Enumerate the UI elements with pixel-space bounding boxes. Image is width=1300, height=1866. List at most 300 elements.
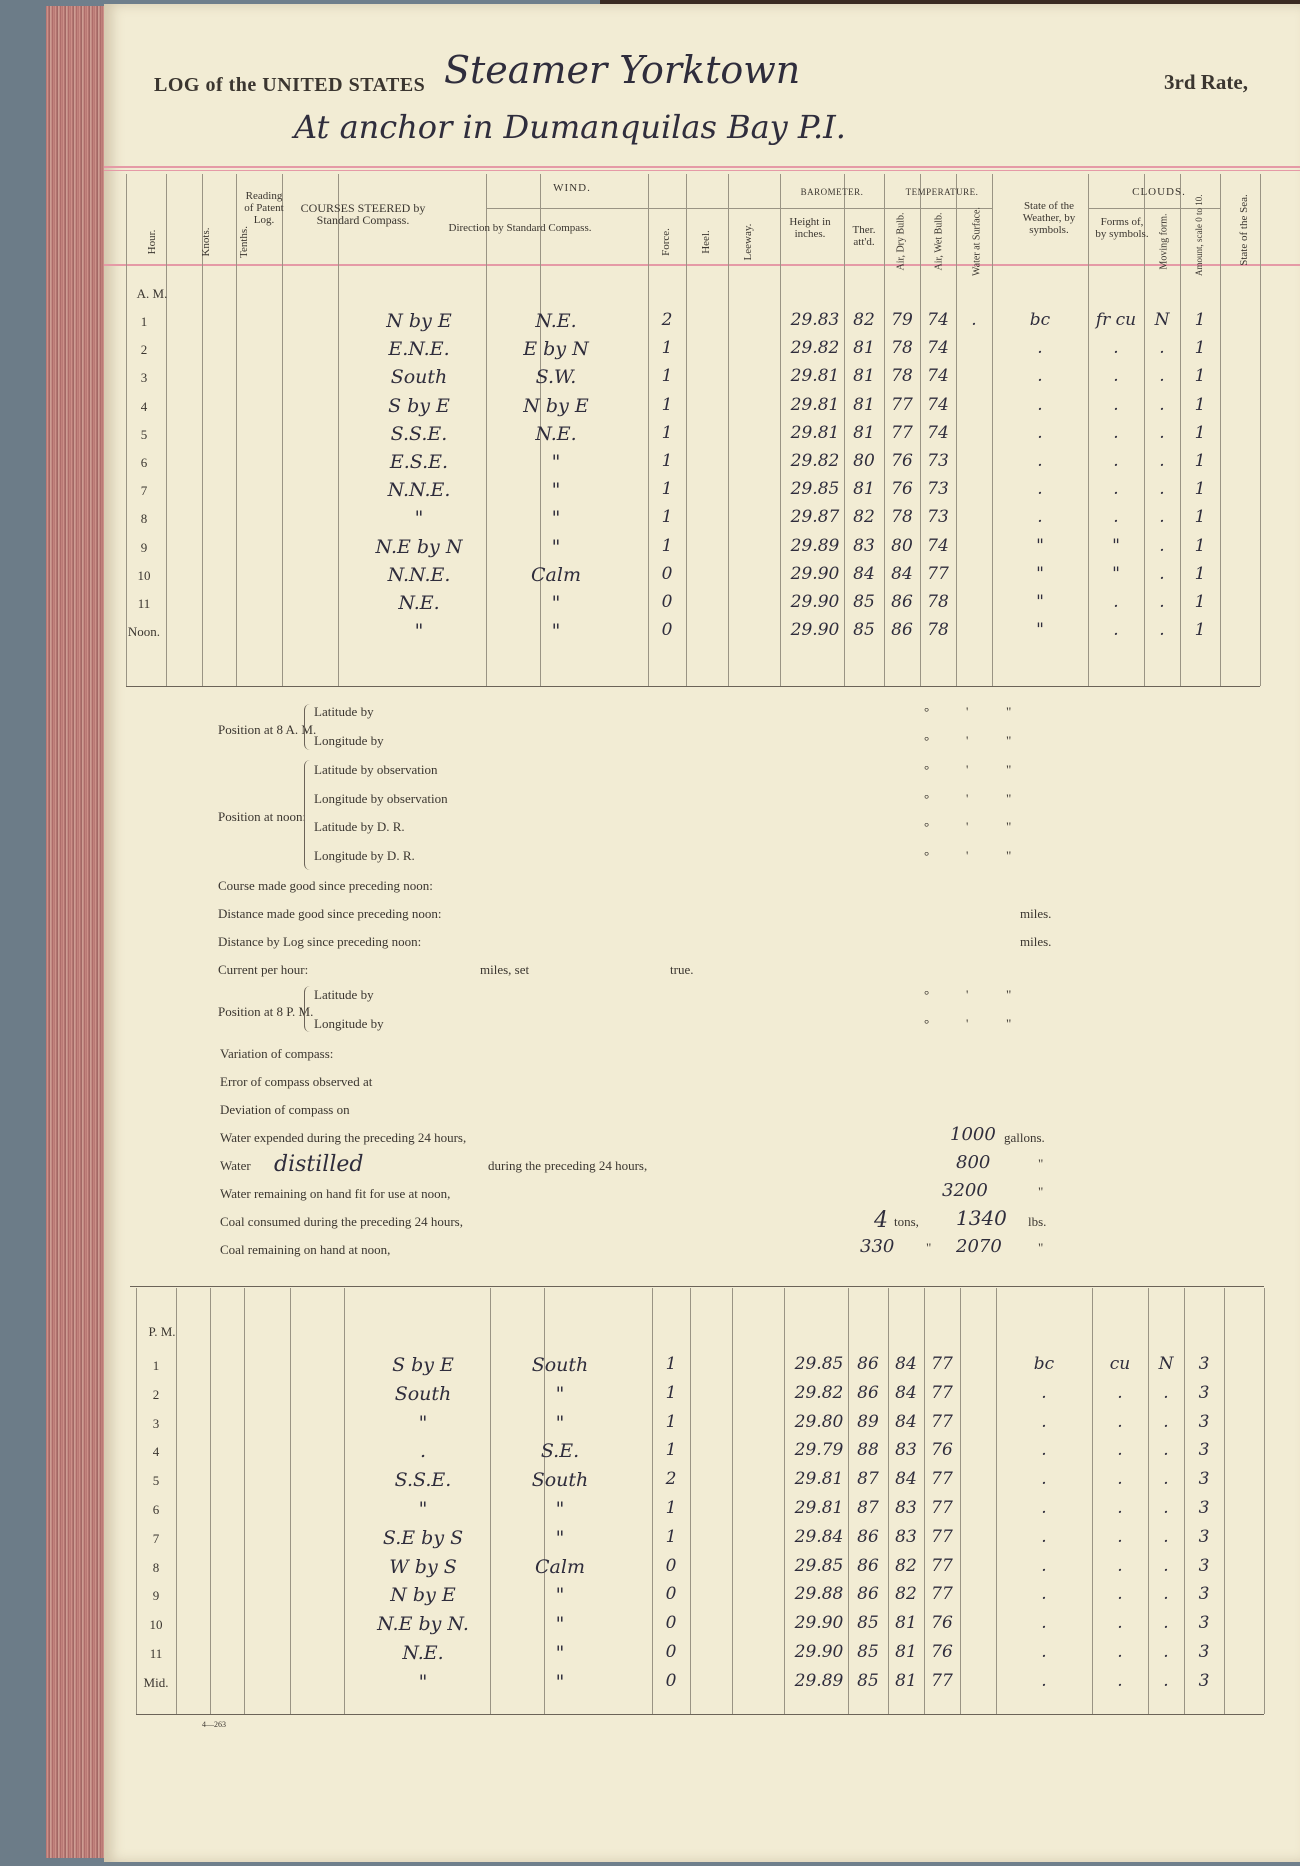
cell-force: 1 bbox=[661, 451, 673, 471]
cell-height: 29.90 bbox=[794, 1613, 844, 1634]
cell-amount: 1 bbox=[1194, 422, 1206, 443]
current-label: Current per hour: bbox=[218, 962, 309, 977]
cell-force: 1 bbox=[661, 366, 673, 387]
coal-consumed-label: Coal consumed during the preceding 24 hours, bbox=[220, 1214, 463, 1229]
cell-height: 29.85 bbox=[790, 479, 840, 500]
water-remaining-label: Water remaining on hand fit for use at noon, bbox=[220, 1186, 451, 1201]
degree-mark: ° bbox=[924, 1016, 930, 1031]
cell-height: 29.87 bbox=[790, 507, 840, 528]
ditto-2: " bbox=[1038, 1184, 1044, 1199]
hour-label: 4 bbox=[152, 1444, 160, 1460]
cell-dry: 78 bbox=[891, 366, 913, 387]
grid-line bbox=[136, 1714, 1264, 1715]
top-edge bbox=[600, 0, 1300, 4]
hour-label: 3 bbox=[152, 1415, 160, 1431]
minute-mark: ' bbox=[966, 987, 969, 1002]
cell-amount: 1 bbox=[1194, 310, 1206, 330]
cell-wind: S.E. bbox=[540, 1440, 580, 1463]
minute-mark: ' bbox=[966, 762, 969, 777]
cell-dry: 84 bbox=[891, 563, 913, 584]
deviation-label: Deviation of compass on bbox=[220, 1102, 350, 1117]
grid-line bbox=[960, 1288, 961, 1714]
cell-forms: cu bbox=[1109, 1354, 1131, 1374]
hour-label: 11 bbox=[137, 596, 151, 611]
hour-label: 11 bbox=[149, 1646, 163, 1661]
grid-line bbox=[486, 208, 780, 209]
cell-moving: . bbox=[1163, 1469, 1169, 1490]
minute-mark: ' bbox=[966, 819, 969, 834]
cell-ther: 87 bbox=[857, 1498, 879, 1518]
cell-wind: " bbox=[555, 1526, 565, 1549]
cell-forms: . bbox=[1113, 620, 1119, 641]
cell-amount: 3 bbox=[1198, 1440, 1210, 1461]
grid-line bbox=[344, 1288, 345, 1714]
cell-moving: . bbox=[1159, 592, 1165, 612]
cell-moving: . bbox=[1159, 394, 1165, 415]
cell-height: 29.82 bbox=[790, 338, 840, 359]
cell-forms: . bbox=[1117, 1670, 1123, 1691]
cell-wind: " bbox=[555, 1584, 565, 1607]
cell-dry: 84 bbox=[895, 1382, 917, 1403]
minute-mark: ' bbox=[966, 791, 969, 806]
ditto-4: " bbox=[1038, 1240, 1044, 1255]
brace bbox=[304, 760, 311, 870]
col-wind-direction: Direction by Standard Compass. bbox=[448, 222, 592, 234]
grid-line bbox=[290, 1288, 291, 1714]
cell-weather: " bbox=[1036, 620, 1044, 641]
coal-rem-tons-value: 330 bbox=[860, 1236, 895, 1257]
second-mark: " bbox=[1006, 733, 1012, 748]
cell-ther: 84 bbox=[853, 563, 875, 584]
cell-course: N.N.E. bbox=[387, 479, 451, 502]
grid-line bbox=[486, 174, 487, 686]
hour-label: 9 bbox=[152, 1588, 160, 1604]
cell-forms: . bbox=[1117, 1411, 1123, 1432]
cell-forms: . bbox=[1113, 366, 1119, 387]
cell-wind: " bbox=[555, 1642, 565, 1664]
cell-wind: South bbox=[531, 1354, 589, 1376]
cell-moving: . bbox=[1159, 338, 1165, 359]
cell-amount: 1 bbox=[1194, 394, 1206, 415]
cell-wet: 74 bbox=[927, 422, 949, 443]
cell-weather: . bbox=[1037, 422, 1043, 443]
cell-wet: 73 bbox=[927, 507, 949, 528]
cell-ther: 80 bbox=[853, 451, 875, 471]
cell-forms: . bbox=[1113, 338, 1119, 359]
col-cloud-moving: Moving form. bbox=[1158, 213, 1170, 270]
lbs-label: lbs. bbox=[1028, 1214, 1047, 1229]
cell-dry: 77 bbox=[891, 394, 913, 415]
pink-rule-top2 bbox=[104, 170, 1300, 171]
second-mark: " bbox=[1006, 1016, 1012, 1031]
cell-ther: 86 bbox=[857, 1584, 879, 1605]
cell-dry: 78 bbox=[891, 507, 913, 528]
cell-forms: " bbox=[1112, 535, 1120, 556]
cell-wind: " bbox=[551, 535, 561, 558]
hour-label: 1 bbox=[152, 1358, 160, 1373]
cell-force: 1 bbox=[661, 479, 673, 500]
cell-ther: 81 bbox=[853, 394, 875, 415]
cell-moving: . bbox=[1159, 535, 1165, 556]
pink-rule-top bbox=[104, 166, 1300, 168]
cell-force: 2 bbox=[665, 1469, 677, 1490]
cell-wet: 74 bbox=[927, 338, 949, 359]
cell-weather: . bbox=[1041, 1382, 1047, 1403]
cell-height: 29.82 bbox=[790, 451, 840, 471]
cell-course: N.E by N. bbox=[377, 1613, 469, 1636]
cell-ther: 85 bbox=[857, 1613, 879, 1634]
cell-amount: 3 bbox=[1198, 1469, 1210, 1490]
cell-ther: 89 bbox=[857, 1411, 879, 1432]
cell-weather: . bbox=[1037, 394, 1043, 415]
hour-label: 9 bbox=[140, 539, 148, 555]
cell-weather: bc bbox=[1029, 310, 1051, 330]
col-hour: Hour. bbox=[146, 229, 158, 255]
lat-by-label: Latitude by bbox=[314, 704, 374, 719]
cell-moving: . bbox=[1159, 366, 1165, 387]
cell-wet: 74 bbox=[927, 394, 949, 415]
cell-height: 29.89 bbox=[794, 1670, 844, 1691]
cell-wind: " bbox=[555, 1613, 565, 1636]
cell-wind: " bbox=[555, 1411, 565, 1434]
degree-mark: ° bbox=[924, 762, 930, 777]
cell-weather: . bbox=[1037, 479, 1043, 500]
hour-label: Noon. bbox=[127, 624, 161, 640]
cell-weather: . bbox=[1041, 1555, 1047, 1576]
cell-course: South bbox=[390, 366, 448, 389]
cell-forms: . bbox=[1117, 1469, 1123, 1490]
second-mark: " bbox=[1006, 987, 1012, 1002]
cell-weather: " bbox=[1036, 563, 1044, 584]
cell-ther: 85 bbox=[857, 1670, 879, 1691]
cell-force: 1 bbox=[661, 535, 673, 556]
cell-dry: 84 bbox=[895, 1411, 917, 1432]
cell-forms: . bbox=[1117, 1613, 1123, 1634]
cell-wind: Calm bbox=[531, 563, 581, 586]
cell-force: 0 bbox=[661, 592, 673, 612]
cell-forms: . bbox=[1113, 479, 1119, 500]
cell-force: 1 bbox=[665, 1526, 677, 1547]
miles-2: miles. bbox=[1020, 934, 1052, 949]
cell-force: 2 bbox=[661, 310, 673, 330]
cell-ther: 86 bbox=[857, 1354, 879, 1374]
cell-weather: . bbox=[1041, 1613, 1047, 1634]
cell-amount: 3 bbox=[1198, 1498, 1210, 1518]
ditto-1: " bbox=[1038, 1156, 1044, 1171]
cell-amount: 1 bbox=[1194, 507, 1206, 528]
tons-label: tons, bbox=[894, 1214, 919, 1229]
cell-height: 29.81 bbox=[794, 1498, 844, 1518]
lon-by-label: Longitude by bbox=[314, 733, 384, 748]
cell-force: 1 bbox=[661, 338, 673, 359]
cell-height: 29.82 bbox=[794, 1382, 844, 1403]
lon-obs-label: Longitude by observation bbox=[314, 791, 448, 806]
cell-wind: N.E. bbox=[535, 310, 577, 332]
cell-height: 29.81 bbox=[790, 366, 840, 387]
col-cloud-forms: Forms of, by symbols. bbox=[1095, 216, 1149, 240]
cell-wet: 77 bbox=[931, 1526, 953, 1547]
cell-wind: " bbox=[551, 507, 561, 530]
cell-dry: 86 bbox=[891, 620, 913, 641]
cell-force: 1 bbox=[661, 422, 673, 443]
col-baro-height: Height in inches. bbox=[789, 216, 831, 240]
minute-mark: ' bbox=[966, 704, 969, 719]
cell-course: . bbox=[419, 1440, 427, 1463]
variation-label: Variation of compass: bbox=[220, 1046, 334, 1061]
brace bbox=[304, 986, 311, 1032]
cell-amount: 3 bbox=[1198, 1354, 1210, 1374]
cell-force: 0 bbox=[665, 1584, 677, 1605]
cell-height: 29.90 bbox=[790, 563, 840, 584]
form-number: 4—263 bbox=[202, 1720, 226, 1729]
col-barometer: BAROMETER. bbox=[800, 187, 864, 197]
pos-noon-label: Position at noon: bbox=[218, 809, 307, 824]
grid-line bbox=[956, 174, 957, 686]
hour-label: 2 bbox=[152, 1386, 160, 1402]
cell-moving: . bbox=[1159, 563, 1165, 584]
cell-forms: . bbox=[1113, 507, 1119, 528]
cell-weather: . bbox=[1041, 1584, 1047, 1605]
log-title: LOG of the UNITED STATES bbox=[154, 74, 426, 96]
cell-moving: . bbox=[1163, 1555, 1169, 1576]
grid-line bbox=[732, 1288, 733, 1714]
coal-remaining-label: Coal remaining on hand at noon, bbox=[220, 1242, 391, 1257]
grid-line bbox=[1224, 1288, 1225, 1714]
col-temperature: TEMPERATURE. bbox=[905, 187, 979, 197]
cell-wind: " bbox=[551, 451, 561, 473]
col-sea: State of the Sea. bbox=[1238, 194, 1250, 266]
cell-course: W by S bbox=[389, 1555, 457, 1578]
cell-moving: . bbox=[1159, 620, 1165, 641]
col-weather: State of the Weather, by symbols. bbox=[1022, 200, 1076, 236]
cell-force: 1 bbox=[665, 1440, 677, 1461]
cell-dry: 82 bbox=[895, 1555, 917, 1576]
grid-line bbox=[780, 208, 992, 209]
grid-line bbox=[126, 686, 1260, 687]
water-label: Water bbox=[220, 1158, 251, 1173]
second-mark: " bbox=[1006, 848, 1012, 863]
cell-dry: 84 bbox=[895, 1469, 917, 1490]
cell-force: 1 bbox=[665, 1498, 677, 1518]
cell-wind: South bbox=[531, 1469, 589, 1492]
cell-height: 29.84 bbox=[794, 1526, 844, 1547]
cell-wet: 77 bbox=[931, 1555, 953, 1576]
col-air-wet: Air, Wet Bulb. bbox=[933, 212, 945, 271]
location-text: At anchor in Dumanquilas Bay P.I. bbox=[294, 108, 846, 146]
cell-moving: . bbox=[1163, 1411, 1169, 1432]
water-distilled-value: 800 bbox=[956, 1152, 991, 1173]
hour-label: 10 bbox=[137, 567, 151, 583]
cell-amount: 1 bbox=[1194, 451, 1206, 471]
grid-line bbox=[1260, 174, 1261, 686]
cell-height: 29.90 bbox=[794, 1642, 844, 1662]
cell-force: 1 bbox=[665, 1411, 677, 1432]
cell-course: S.S.E. bbox=[390, 422, 448, 445]
cell-dry: 81 bbox=[895, 1670, 917, 1691]
col-courses: COURSES STEERED by Standard Compass. bbox=[300, 201, 426, 227]
cell-course: " bbox=[418, 1411, 428, 1434]
hour-label: 4 bbox=[140, 398, 148, 414]
cell-course: N.N.E. bbox=[387, 563, 451, 586]
log-page bbox=[104, 4, 1300, 1862]
cell-forms: . bbox=[1117, 1642, 1123, 1662]
cell-force: 0 bbox=[661, 620, 673, 641]
cell-dry: 81 bbox=[895, 1642, 917, 1662]
cell-course: S.E by S bbox=[382, 1526, 464, 1549]
cell-dry: 83 bbox=[895, 1526, 917, 1547]
grid-line bbox=[236, 174, 237, 686]
cell-amount: 1 bbox=[1194, 620, 1206, 641]
cell-amount: 3 bbox=[1198, 1382, 1210, 1403]
cell-moving: . bbox=[1163, 1498, 1169, 1518]
cell-ther: 85 bbox=[853, 620, 875, 641]
cell-ther: 83 bbox=[853, 535, 875, 556]
col-heel: Heel. bbox=[700, 230, 712, 254]
cell-dry: 83 bbox=[895, 1440, 917, 1461]
cell-water: . bbox=[971, 310, 977, 330]
cell-height: 29.90 bbox=[790, 592, 840, 612]
cell-moving: . bbox=[1163, 1613, 1169, 1634]
true-label: true. bbox=[670, 962, 694, 977]
cell-ther: 81 bbox=[853, 479, 875, 500]
cell-height: 29.89 bbox=[790, 535, 840, 556]
cell-wind: Calm bbox=[535, 1555, 585, 1578]
cell-ther: 86 bbox=[857, 1555, 879, 1576]
cell-force: 1 bbox=[665, 1382, 677, 1403]
cell-ther: 81 bbox=[853, 366, 875, 387]
cell-force: 0 bbox=[665, 1670, 677, 1691]
cell-wind: " bbox=[551, 620, 561, 643]
cell-moving: . bbox=[1163, 1670, 1169, 1691]
grid-line bbox=[1264, 1288, 1265, 1714]
grid-line bbox=[686, 174, 687, 686]
col-air-dry: Air, Dry Bulb. bbox=[895, 212, 907, 271]
grid-line bbox=[1220, 174, 1221, 686]
grid-line bbox=[490, 1288, 491, 1714]
col-leeway: Leeway. bbox=[742, 223, 754, 261]
cell-wet: 76 bbox=[931, 1642, 953, 1662]
hour-label: 8 bbox=[140, 511, 148, 527]
lat-dr-label: Latitude by D. R. bbox=[314, 819, 405, 834]
cell-wet: 78 bbox=[927, 620, 949, 641]
grid-line bbox=[338, 174, 339, 686]
second-mark: " bbox=[1006, 704, 1012, 719]
second-mark: " bbox=[1006, 762, 1012, 777]
cell-force: 0 bbox=[665, 1555, 677, 1576]
cell-forms: . bbox=[1113, 592, 1119, 612]
cell-wet: 77 bbox=[931, 1382, 953, 1403]
cell-dry: 80 bbox=[891, 535, 913, 556]
cell-forms: . bbox=[1117, 1498, 1123, 1518]
cell-wet: 74 bbox=[927, 535, 949, 556]
cell-forms: fr cu bbox=[1095, 310, 1137, 330]
cell-ther: 85 bbox=[857, 1642, 879, 1662]
second-mark: " bbox=[1006, 791, 1012, 806]
cell-weather: bc bbox=[1033, 1354, 1055, 1374]
coal-rem-lbs-value: 2070 bbox=[956, 1236, 1002, 1257]
hour-label: 6 bbox=[152, 1502, 160, 1517]
cell-dry: 81 bbox=[895, 1613, 917, 1634]
cell-wet: 78 bbox=[927, 592, 949, 612]
degree-mark: ° bbox=[924, 987, 930, 1002]
cell-amount: 3 bbox=[1198, 1613, 1210, 1634]
cell-ther: 81 bbox=[853, 422, 875, 443]
cell-moving: . bbox=[1159, 451, 1165, 471]
cell-moving: . bbox=[1163, 1642, 1169, 1662]
cell-moving: N bbox=[1154, 310, 1170, 330]
water-expended-label: Water expended during the preceding 24 hours, bbox=[220, 1130, 467, 1145]
cell-dry: 79 bbox=[891, 310, 913, 330]
cell-amount: 3 bbox=[1198, 1584, 1210, 1605]
minute-mark: ' bbox=[966, 733, 969, 748]
cell-ther: 86 bbox=[857, 1382, 879, 1403]
col-water-surface: Water at Surface. bbox=[971, 207, 983, 276]
cell-height: 29.81 bbox=[790, 422, 840, 443]
coal-tons-value: 4 bbox=[874, 1208, 888, 1233]
water-expended-value: 1000 bbox=[950, 1124, 996, 1145]
cell-weather: . bbox=[1037, 338, 1043, 359]
minute-mark: ' bbox=[966, 1016, 969, 1031]
cell-wet: 74 bbox=[927, 310, 949, 330]
cell-weather: . bbox=[1037, 507, 1043, 528]
cell-amount: 1 bbox=[1194, 563, 1206, 584]
cell-wet: 77 bbox=[931, 1354, 953, 1374]
cell-force: 1 bbox=[661, 394, 673, 415]
cell-height: 29.81 bbox=[794, 1469, 844, 1490]
ditto-3: " bbox=[926, 1240, 932, 1255]
cell-amount: 3 bbox=[1198, 1526, 1210, 1547]
cell-weather: . bbox=[1037, 366, 1043, 387]
grid-line bbox=[166, 174, 167, 686]
cell-moving: N bbox=[1158, 1354, 1174, 1374]
cell-dry: 83 bbox=[895, 1498, 917, 1518]
cell-weather: " bbox=[1036, 535, 1044, 556]
hour-label: 3 bbox=[140, 370, 148, 386]
cell-forms: . bbox=[1117, 1382, 1123, 1403]
coal-lbs-value: 1340 bbox=[956, 1206, 1007, 1230]
water-during-label: during the preceding 24 hours, bbox=[488, 1158, 648, 1173]
error-label: Error of compass observed at bbox=[220, 1074, 373, 1089]
cell-moving: . bbox=[1159, 422, 1165, 443]
hour-label: 7 bbox=[152, 1530, 160, 1546]
col-knots: Knots. bbox=[200, 227, 212, 257]
am-label: A. M. bbox=[136, 286, 168, 301]
cell-wet: 77 bbox=[931, 1584, 953, 1605]
hour-label: 10 bbox=[149, 1617, 163, 1633]
hour-label: 1 bbox=[140, 314, 148, 329]
cell-forms: . bbox=[1117, 1584, 1123, 1605]
cell-course: N.E. bbox=[398, 592, 440, 614]
cell-dry: 86 bbox=[891, 592, 913, 612]
cell-weather: " bbox=[1036, 592, 1044, 612]
cell-wet: 74 bbox=[927, 366, 949, 387]
degree-mark: ° bbox=[924, 733, 930, 748]
cell-ther: 87 bbox=[857, 1469, 879, 1490]
cell-force: 0 bbox=[661, 563, 673, 584]
cell-dry: 77 bbox=[891, 422, 913, 443]
cell-amount: 1 bbox=[1194, 338, 1206, 359]
cell-course: N.E. bbox=[402, 1642, 444, 1664]
cell-ther: 86 bbox=[857, 1526, 879, 1547]
pm-label: P. M. bbox=[148, 1324, 176, 1339]
pos8pm-label: Position at 8 P. M. bbox=[218, 1004, 314, 1019]
cell-course: " bbox=[418, 1670, 428, 1693]
cell-wind: S.W. bbox=[535, 366, 577, 389]
cell-moving: . bbox=[1163, 1526, 1169, 1547]
cell-wind: N by E bbox=[523, 394, 589, 417]
cell-forms: . bbox=[1113, 422, 1119, 443]
cell-height: 29.83 bbox=[790, 310, 840, 330]
